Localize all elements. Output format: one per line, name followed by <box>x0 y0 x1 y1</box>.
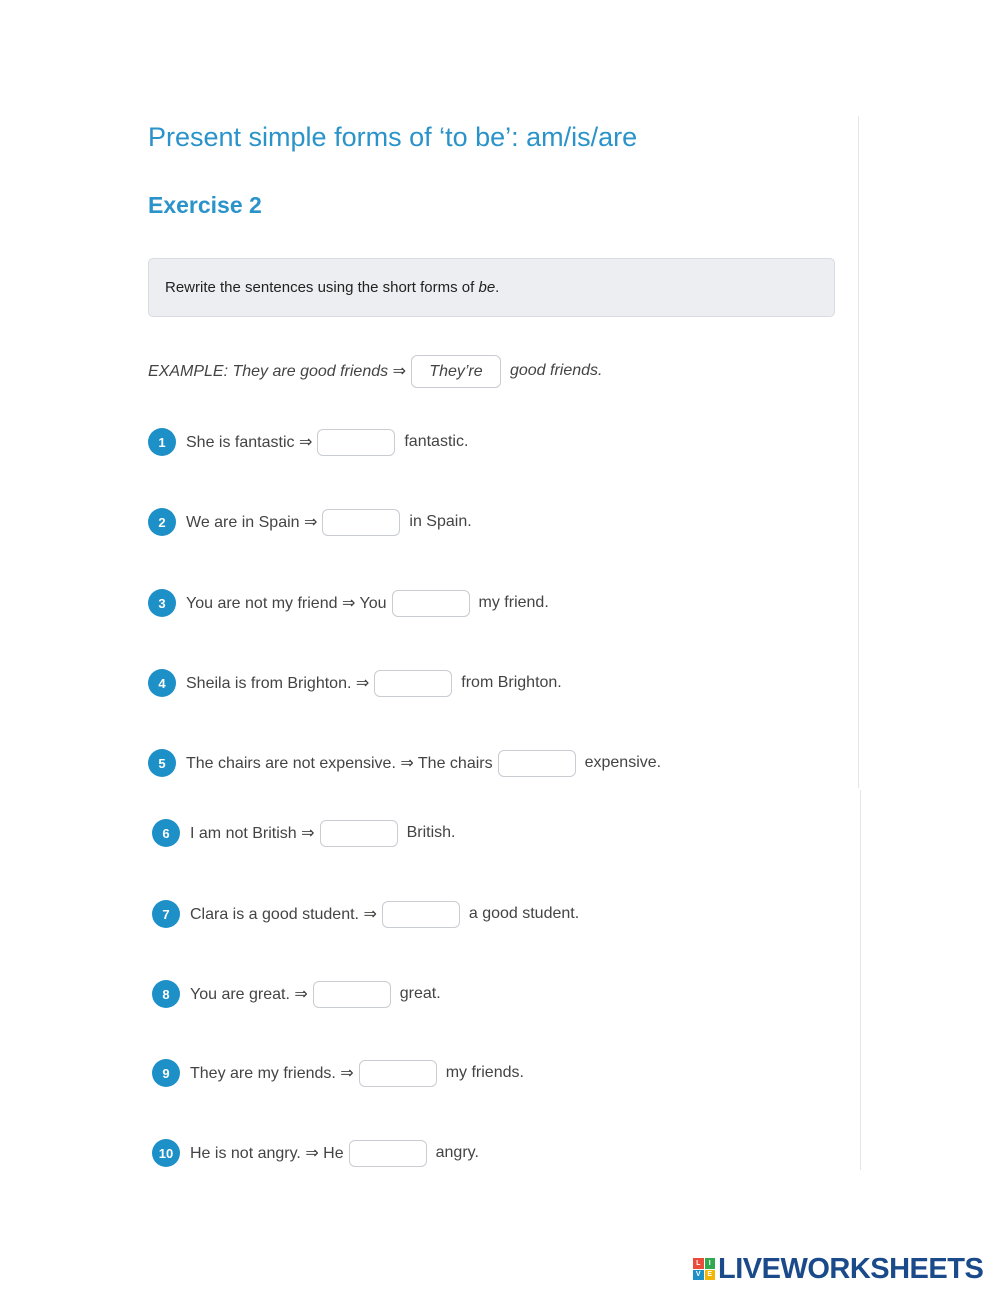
answer-input[interactable] <box>382 901 460 928</box>
exercise-item <box>152 1138 479 1168</box>
item-number-badge: 4 <box>148 669 176 697</box>
page-divider <box>860 790 861 1170</box>
item-number-badge: 7 <box>152 900 180 928</box>
answer-input[interactable] <box>317 429 395 456</box>
instruction-box <box>148 258 835 317</box>
answer-input[interactable] <box>359 1060 437 1087</box>
item-prompt: Clara is a good student. ⇒ <box>190 906 377 923</box>
liveworksheets-logo <box>693 1253 983 1285</box>
example-row <box>148 356 603 386</box>
brand-name: LIVEWORKSHEETS <box>718 1252 984 1285</box>
item-number-badge: 6 <box>152 819 180 847</box>
item-prompt: He is not angry. ⇒ He <box>190 1145 344 1162</box>
answer-input[interactable] <box>374 670 452 697</box>
answer-input[interactable] <box>322 509 400 536</box>
answer-input[interactable] <box>313 981 391 1008</box>
instruction-text: Rewrite the sentences using the short forms of be. <box>165 279 500 296</box>
answer-input[interactable] <box>349 1140 427 1167</box>
item-prompt: Sheila is from Brighton. ⇒ <box>186 675 370 692</box>
item-suffix: angry. <box>435 1144 479 1161</box>
exercise-item <box>152 1058 524 1088</box>
item-number-badge: 8 <box>152 980 180 1008</box>
exercise-item <box>148 588 549 618</box>
item-number-badge: 3 <box>148 589 176 617</box>
item-suffix: a good student. <box>468 905 580 922</box>
item-suffix: in Spain. <box>409 513 472 530</box>
exercise-item <box>152 818 455 848</box>
item-prompt: The chairs are not expensive. ⇒ The chairs <box>186 755 493 772</box>
page-title: Present simple forms of ‘to be’: am/is/are <box>148 122 638 152</box>
item-number-badge: 1 <box>148 428 176 456</box>
exercise-item <box>152 979 441 1009</box>
item-number-badge: 10 <box>152 1139 180 1167</box>
item-suffix: my friend. <box>478 594 549 611</box>
item-suffix: expensive. <box>584 754 662 771</box>
item-number-badge: 9 <box>152 1059 180 1087</box>
example-prompt: EXAMPLE: They are good friends ⇒ <box>148 363 406 380</box>
logo-mark-cell: I <box>705 1258 716 1269</box>
exercise-heading: Exercise 2 <box>148 192 262 218</box>
logo-mark-cell: E <box>705 1270 716 1281</box>
exercise-item <box>152 899 579 929</box>
logo-mark-cell: V <box>693 1270 704 1281</box>
item-prompt: I am not British ⇒ <box>190 825 315 842</box>
logo-mark-cell: L <box>693 1258 704 1269</box>
item-suffix: great. <box>399 985 441 1002</box>
exercise-item <box>148 507 472 537</box>
item-number-badge: 5 <box>148 749 176 777</box>
logo-mark-icon <box>693 1258 715 1280</box>
answer-input[interactable] <box>392 590 470 617</box>
item-suffix: from Brighton. <box>461 674 562 691</box>
item-prompt: We are in Spain ⇒ <box>186 514 318 531</box>
item-prompt: They are my friends. ⇒ <box>190 1065 354 1082</box>
item-suffix: British. <box>406 824 456 841</box>
item-prompt: You are great. ⇒ <box>190 986 308 1003</box>
item-suffix: fantastic. <box>404 433 469 450</box>
example-suffix: good friends. <box>509 362 603 379</box>
exercise-item <box>148 668 562 698</box>
example-answer-box: They’re <box>411 355 501 388</box>
item-prompt: You are not my friend ⇒ You <box>186 595 387 612</box>
item-number-badge: 2 <box>148 508 176 536</box>
item-prompt: She is fantastic ⇒ <box>186 434 313 451</box>
page-divider <box>858 116 859 788</box>
exercise-item <box>148 427 468 457</box>
item-suffix: my friends. <box>445 1064 524 1081</box>
exercise-item <box>148 748 661 778</box>
answer-input[interactable] <box>498 750 576 777</box>
answer-input[interactable] <box>320 820 398 847</box>
